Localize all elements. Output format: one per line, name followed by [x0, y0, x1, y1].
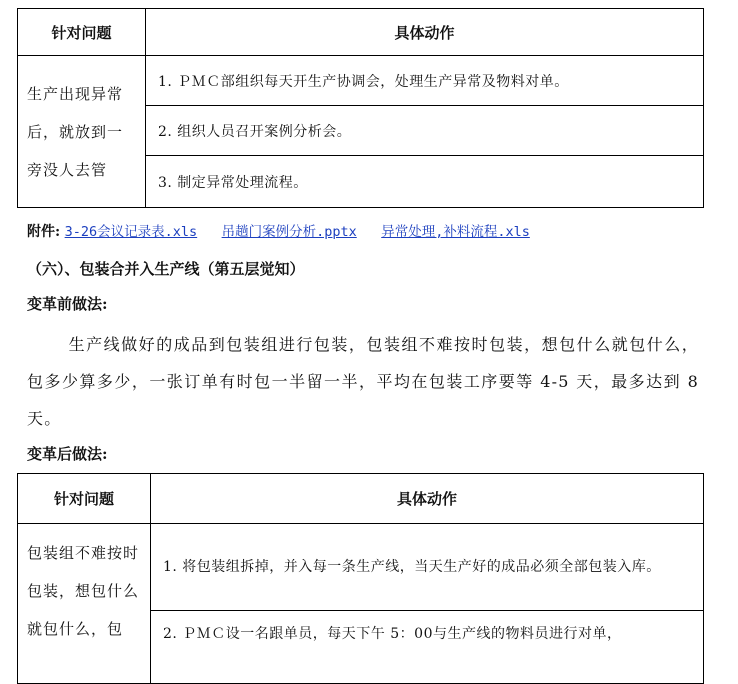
action-item: 2. ＰＭＣ设一名跟单员，每天下午 5：00与生产线的物料员进行对单， — [151, 611, 704, 684]
action-item: 2. 组织人员召开案例分析会。 — [146, 106, 704, 156]
issue-cell: 包装组不难按时包装，想包什么就包什么，包 — [18, 524, 151, 684]
before-paragraph: 生产线做好的成品到包装组进行包装，包装组不难按时包装，想包什么就包什么，包多少算多少，一张订单有时包一半留一半，平均在包装工序要等 4-5 天，最多达到 8 天。 — [27, 335, 699, 428]
before-label: 变革前做法: — [27, 295, 108, 313]
action-table-2 — [17, 473, 704, 684]
header-action: 具体动作 — [146, 9, 704, 56]
action-item: 1. ＰＭＣ部组织每天开生产协调会，处理生产异常及物料对单。 — [146, 56, 704, 106]
attachments — [27, 220, 550, 241]
issue-cell: 生产出现异常后，就放到一旁没人去管 — [18, 56, 146, 208]
attachments-label: 附件: — [27, 224, 61, 240]
action-item: 1. 将包装组拆掉，并入每一条生产线，当天生产好的成品必须全部包装入库。 — [151, 524, 704, 611]
header-action: 具体动作 — [151, 474, 704, 524]
header-issue: 针对问题 — [18, 474, 151, 524]
after-label: 变革后做法: — [27, 445, 108, 463]
attachment-link-exception-process[interactable]: 异常处理,补料流程.xls — [381, 224, 530, 240]
attachment-link-meeting-record[interactable]: 3-26会议记录表.xls — [64, 224, 198, 240]
action-table-1 — [17, 8, 704, 208]
header-issue: 针对问题 — [18, 9, 146, 56]
attachment-link-case-analysis[interactable]: 吊趟门案例分析.pptx — [221, 224, 357, 240]
section-title: （六）、包装合并入生产线（第五层觉知） — [27, 260, 305, 278]
action-item: 3. 制定异常处理流程。 — [146, 156, 704, 208]
